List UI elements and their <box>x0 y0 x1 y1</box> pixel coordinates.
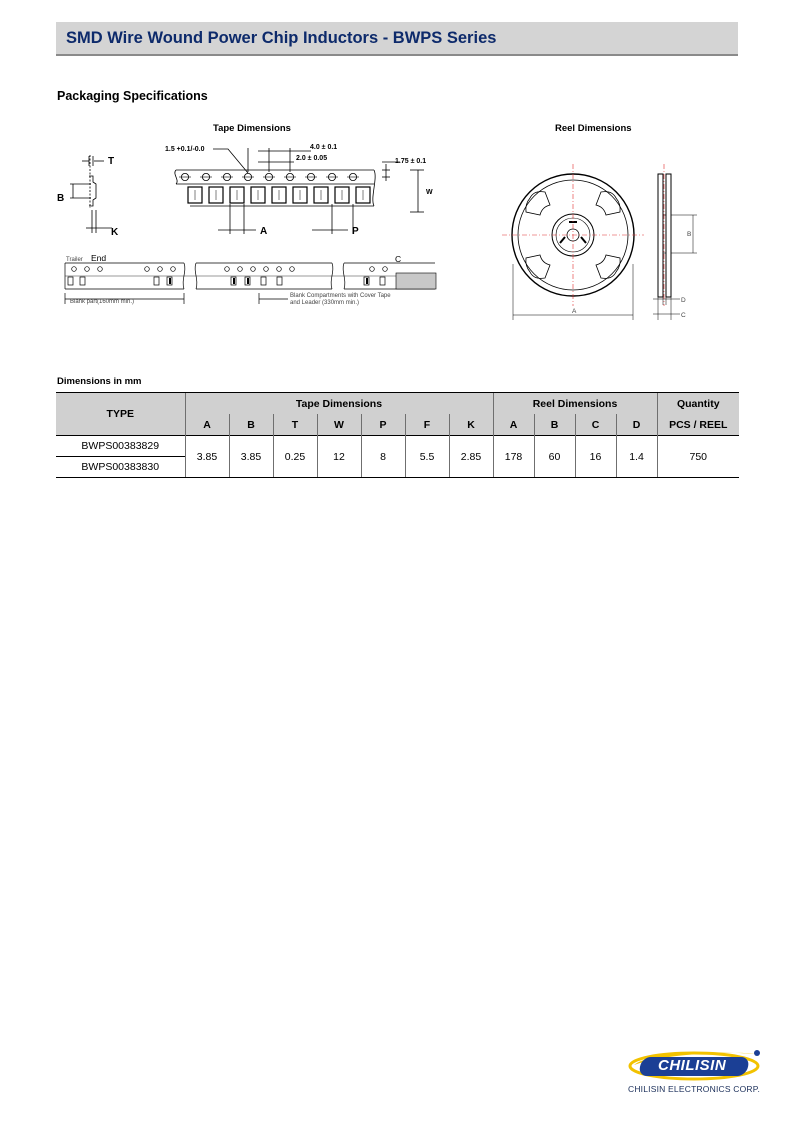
tape-figure-caption: Tape Dimensions <box>213 123 291 134</box>
label-c: C <box>395 254 402 264</box>
tape-b-value: 3.85 <box>229 436 273 478</box>
label-leader-length: and Leader (330mm min.) <box>290 300 360 306</box>
reel-label-a: A <box>572 308 577 315</box>
dim-label-t: T <box>108 156 115 167</box>
header-type: TYPE <box>56 393 185 436</box>
dimensions-caption: Dimensions in mm <box>57 376 142 387</box>
dimensions-table <box>56 392 739 478</box>
reel-label-b: B <box>687 231 692 238</box>
section-heading: Packaging Specifications <box>57 89 208 103</box>
reel-dimensions-drawing <box>498 160 708 325</box>
logo-wordmark: CHILISIN <box>658 1057 727 1074</box>
reel-label-d: D <box>681 297 686 304</box>
tape-w-value: 12 <box>317 436 361 478</box>
dim-label-a: A <box>260 226 268 237</box>
header-tape-w: W <box>317 414 361 436</box>
header-reel-c: C <box>575 414 616 436</box>
label-blank-compartments: Blank Compartments with Cover Tape <box>290 293 391 299</box>
header-tape-t: T <box>273 414 317 436</box>
header-tape-f: F <box>405 414 449 436</box>
header-tape-a: A <box>185 414 229 436</box>
tape-dimensions-drawing <box>50 138 450 318</box>
header-tape-group: Tape Dimensions <box>185 393 493 415</box>
header-pcs-reel: PCS / REEL <box>657 414 739 436</box>
header-tape-p: P <box>361 414 405 436</box>
header-reel-group: Reel Dimensions <box>493 393 657 415</box>
reel-d-value: 1.4 <box>616 436 657 478</box>
reel-figure-caption: Reel Dimensions <box>555 123 632 134</box>
reel-c-value: 16 <box>575 436 616 478</box>
dim-edge-e: 1.75 ± 0.1 <box>395 158 427 165</box>
quantity-value: 750 <box>657 436 739 478</box>
type-cell: BWPS00383830 <box>56 457 185 478</box>
tape-a-value: 3.85 <box>185 436 229 478</box>
header-reel-d: D <box>616 414 657 436</box>
dim-label-p: P <box>352 226 359 237</box>
type-cell: BWPS00383829 <box>56 436 185 457</box>
page-title: SMD Wire Wound Power Chip Inductors - BWPS Series <box>66 29 497 47</box>
dim-hole-diameter: 1.5 +0.1/-0.0 <box>165 146 205 153</box>
table-row <box>56 436 739 457</box>
reel-b-value: 60 <box>534 436 575 478</box>
tape-k-value: 2.85 <box>449 436 493 478</box>
label-blank-part: Blank part(160mm min.) <box>70 299 135 305</box>
label-trailer: Trailer <box>66 257 83 263</box>
title-bar <box>56 22 738 56</box>
header-reel-b: B <box>534 414 575 436</box>
header-reel-a: A <box>493 414 534 436</box>
dim-label-k: K <box>111 227 119 238</box>
tape-f-value: 5.5 <box>405 436 449 478</box>
header-quantity-group: Quantity <box>657 393 739 415</box>
tape-t-value: 0.25 <box>273 436 317 478</box>
dim-label-w: W <box>426 189 433 196</box>
dim-pitch-p2: 2.0 ± 0.05 <box>296 155 328 162</box>
header-tape-b: B <box>229 414 273 436</box>
label-end: End <box>91 253 107 263</box>
reel-label-c: C <box>681 312 686 319</box>
dim-label-b: B <box>57 193 65 204</box>
reel-a-value: 178 <box>493 436 534 478</box>
dim-pitch-p0: 4.0 ± 0.1 <box>310 144 338 151</box>
header-row-groups <box>56 393 739 415</box>
logo-company-name: CHILISIN ELECTRONICS CORP. <box>628 1084 761 1094</box>
header-tape-k: K <box>449 414 493 436</box>
tape-p-value: 8 <box>361 436 405 478</box>
company-logo <box>626 1048 766 1096</box>
